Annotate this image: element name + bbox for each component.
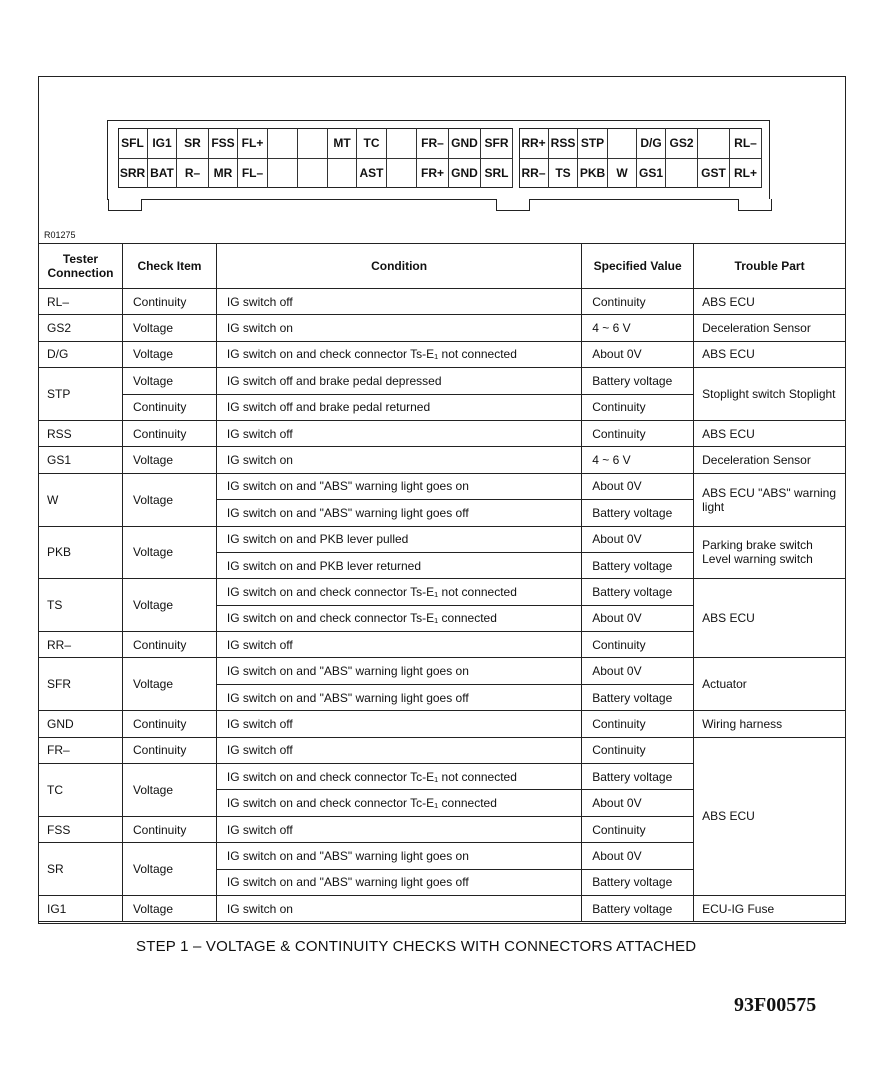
cell-specified-value: Battery voltage [582, 368, 694, 394]
connector-pin: R– [177, 158, 209, 188]
cell-condition: IG switch off [216, 711, 581, 737]
connector-pin: GS2 [666, 128, 698, 158]
cell-condition: IG switch on and PKB lever returned [216, 552, 581, 578]
cell-condition: IG switch on [216, 447, 581, 473]
connector-pin: GND [449, 128, 481, 158]
cell-specified-value: Battery voltage [582, 579, 694, 605]
connector-pin: FL+ [238, 128, 268, 158]
connector-pin: GND [449, 158, 481, 188]
connector-pin: MT [328, 128, 357, 158]
cell-tester-connection: RR– [39, 632, 123, 658]
cell-specified-value: Continuity [582, 289, 694, 315]
cell-condition: IG switch on and "ABS" warning light goes off [216, 684, 581, 710]
cell-trouble-part: ABS ECU [694, 737, 846, 895]
cell-specified-value: Continuity [582, 737, 694, 763]
connector-pin: SFR [481, 128, 513, 158]
cell-check-item: Voltage [122, 447, 216, 473]
connector-latch-middle [496, 199, 530, 211]
connector-latch-left [108, 199, 142, 211]
connector-pin: FL– [238, 158, 268, 188]
cell-specified-value: Continuity [582, 816, 694, 842]
cell-tester-connection: STP [39, 368, 123, 421]
cell-specified-value: 4 ~ 6 V [582, 315, 694, 341]
cell-specified-value: Battery voltage [582, 869, 694, 895]
connector-pin: D/G [637, 128, 666, 158]
table-row [39, 420, 846, 446]
cell-tester-connection: GS2 [39, 315, 123, 341]
cell-specified-value: About 0V [582, 843, 694, 869]
cell-specified-value: Battery voltage [582, 684, 694, 710]
cell-trouble-part: ABS ECU [694, 420, 846, 446]
header-tester-connection: Tester Connection [39, 244, 123, 289]
connector-pin [387, 158, 417, 188]
cell-check-item: Continuity [122, 420, 216, 446]
table-row [39, 447, 846, 473]
cell-check-item: Continuity [122, 289, 216, 315]
connector-pin: RR– [519, 158, 549, 188]
cell-trouble-part: ABS ECU "ABS" warning light [694, 473, 846, 526]
cell-tester-connection: W [39, 473, 123, 526]
cell-condition: IG switch on [216, 895, 581, 921]
connector-pin [328, 158, 357, 188]
cell-specified-value: Battery voltage [582, 895, 694, 921]
caption: STEP 1 – VOLTAGE & CONTINUITY CHECKS WITH CONNECTORS ATTACHED [136, 938, 697, 955]
cell-check-item: Continuity [122, 816, 216, 842]
cell-tester-connection: D/G [39, 341, 123, 367]
cell-trouble-part: Parking brake switch Level warning switch [694, 526, 846, 579]
cell-condition: IG switch on [216, 315, 581, 341]
connector-pin: TC [357, 128, 387, 158]
connector-pin [298, 128, 328, 158]
connector-pin: SFL [118, 128, 148, 158]
cell-specified-value: About 0V [582, 473, 694, 499]
connector-pin: FR– [417, 128, 449, 158]
cell-check-item: Voltage [122, 895, 216, 921]
cell-trouble-part: ABS ECU [694, 341, 846, 367]
cell-tester-connection: FR– [39, 737, 123, 763]
cell-condition: IG switch on and check connector Ts-E₁ not connected [216, 579, 581, 605]
cell-tester-connection: IG1 [39, 895, 123, 921]
connector-pin: STP [578, 128, 608, 158]
table-row [39, 895, 846, 921]
cell-specified-value: About 0V [582, 341, 694, 367]
cell-specified-value: Continuity [582, 394, 694, 420]
table-row [39, 473, 846, 499]
cell-check-item: Voltage [122, 473, 216, 526]
cell-trouble-part: ABS ECU [694, 289, 846, 315]
cell-condition: IG switch off [216, 289, 581, 315]
cell-tester-connection: PKB [39, 526, 123, 579]
table-row [39, 711, 846, 737]
connector-pin: IG1 [148, 128, 177, 158]
header-trouble-part: Trouble Part [694, 244, 846, 289]
cell-tester-connection: RL– [39, 289, 123, 315]
cell-specified-value: Continuity [582, 420, 694, 446]
connector-latch-right [738, 199, 772, 211]
header-check-item: Check Item [122, 244, 216, 289]
figure-id: R01275 [44, 230, 76, 240]
cell-trouble-part: Actuator [694, 658, 846, 711]
connector-pin: MR [209, 158, 238, 188]
cell-condition: IG switch off [216, 737, 581, 763]
cell-tester-connection: TS [39, 579, 123, 632]
cell-check-item: Continuity [122, 632, 216, 658]
table-row [39, 737, 846, 763]
cell-condition: IG switch off and brake pedal returned [216, 394, 581, 420]
connector-pin: W [608, 158, 637, 188]
cell-check-item: Continuity [122, 711, 216, 737]
header-condition: Condition [216, 244, 581, 289]
connector-pin: PKB [578, 158, 608, 188]
cell-condition: IG switch off [216, 420, 581, 446]
connector-pin: FSS [209, 128, 238, 158]
cell-check-item: Voltage [122, 764, 216, 817]
connector-pin: RL– [730, 128, 762, 158]
cell-trouble-part: Stoplight switch Stoplight [694, 368, 846, 421]
cell-specified-value: 4 ~ 6 V [582, 447, 694, 473]
cell-trouble-part: Deceleration Sensor [694, 447, 846, 473]
cell-condition: IG switch on and "ABS" warning light goes off [216, 869, 581, 895]
connector-pin [298, 158, 328, 188]
cell-condition: IG switch off [216, 632, 581, 658]
connector-pin: RR+ [519, 128, 549, 158]
cell-tester-connection: SFR [39, 658, 123, 711]
table-row [39, 579, 846, 605]
connector-pin: BAT [148, 158, 177, 188]
cell-tester-connection: GND [39, 711, 123, 737]
cell-tester-connection: SR [39, 843, 123, 896]
cell-specified-value: Battery voltage [582, 500, 694, 526]
connector-row-divider [118, 158, 513, 159]
connector-pin: TS [549, 158, 578, 188]
cell-specified-value: Battery voltage [582, 764, 694, 790]
cell-condition: IG switch on and PKB lever pulled [216, 526, 581, 552]
cell-tester-connection: FSS [39, 816, 123, 842]
connector-row-divider [519, 158, 762, 159]
header-specified-value: Specified Value [582, 244, 694, 289]
cell-condition: IG switch on and "ABS" warning light goes on [216, 843, 581, 869]
cell-condition: IG switch on and check connector Ts-E₁ not connected [216, 341, 581, 367]
cell-condition: IG switch on and "ABS" warning light goes on [216, 658, 581, 684]
cell-check-item: Continuity [122, 737, 216, 763]
table-row [39, 658, 846, 684]
table-row [39, 289, 846, 315]
cell-tester-connection: TC [39, 764, 123, 817]
table-row [39, 341, 846, 367]
connector-pin: RL+ [730, 158, 762, 188]
cell-specified-value: About 0V [582, 526, 694, 552]
connector-pin [698, 128, 730, 158]
connector-pin [387, 128, 417, 158]
cell-check-item: Voltage [122, 526, 216, 579]
check-table [38, 243, 846, 922]
cell-specified-value: About 0V [582, 605, 694, 631]
connector-pin: GST [698, 158, 730, 188]
connector-pin: SR [177, 128, 209, 158]
cell-check-item: Voltage [122, 658, 216, 711]
cell-condition: IG switch on and "ABS" warning light goes off [216, 500, 581, 526]
cell-check-item: Voltage [122, 368, 216, 394]
cell-specified-value: About 0V [582, 790, 694, 816]
table-row [39, 368, 846, 394]
table-row [39, 315, 846, 341]
connector-pin: GS1 [637, 158, 666, 188]
cell-condition: IG switch on and check connector Ts-E₁ connected [216, 605, 581, 631]
cell-condition: IG switch off [216, 816, 581, 842]
cell-check-item: Continuity [122, 394, 216, 420]
connector-pin [268, 128, 298, 158]
cell-check-item: Voltage [122, 579, 216, 632]
cell-trouble-part: ABS ECU [694, 579, 846, 658]
connector-pin: AST [357, 158, 387, 188]
figure-code: 93F00575 [734, 994, 817, 1016]
cell-tester-connection: GS1 [39, 447, 123, 473]
connector-pin: SRR [118, 158, 148, 188]
connector-pin: SRL [481, 158, 513, 188]
cell-check-item: Voltage [122, 341, 216, 367]
cell-condition: IG switch on and check connector Tc-E₁ not connected [216, 764, 581, 790]
cell-trouble-part: Deceleration Sensor [694, 315, 846, 341]
connector-pin: RSS [549, 128, 578, 158]
cell-check-item: Voltage [122, 843, 216, 896]
connector-pin [666, 158, 698, 188]
cell-specified-value: Battery voltage [582, 552, 694, 578]
cell-specified-value: Continuity [582, 711, 694, 737]
table-row [39, 526, 846, 552]
cell-specified-value: About 0V [582, 658, 694, 684]
connector-pin [608, 128, 637, 158]
cell-trouble-part: Wiring harness [694, 711, 846, 737]
cell-trouble-part: ECU-IG Fuse [694, 895, 846, 921]
cell-specified-value: Continuity [582, 632, 694, 658]
cell-condition: IG switch off and brake pedal depressed [216, 368, 581, 394]
connector-pin: FR+ [417, 158, 449, 188]
cell-condition: IG switch on and "ABS" warning light goes on [216, 473, 581, 499]
connector-pin [268, 158, 298, 188]
cell-tester-connection: RSS [39, 420, 123, 446]
cell-check-item: Voltage [122, 315, 216, 341]
cell-condition: IG switch on and check connector Tc-E₁ connected [216, 790, 581, 816]
